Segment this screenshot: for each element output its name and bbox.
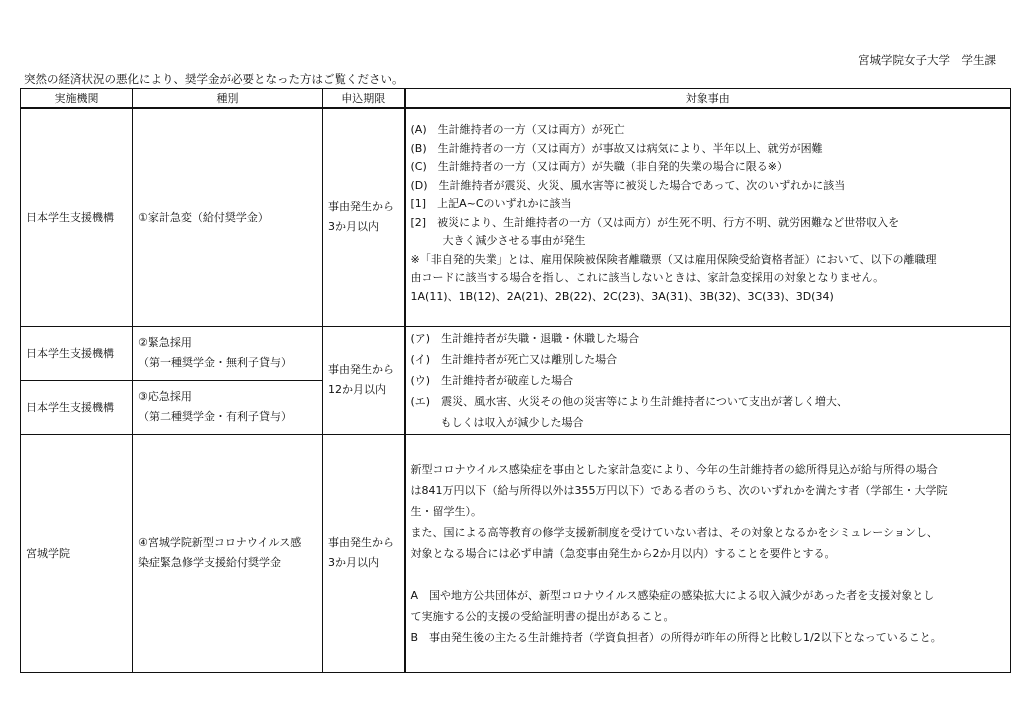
deadline-line: 3か月以内 <box>328 556 379 569</box>
table-row <box>21 434 1011 672</box>
reason-note-line: ※「非自発的失業」とは、雇用保険被保険者離職票（又は雇用保険受給資格者証）において、以下の離職理 <box>410 252 937 266</box>
reasons-cell <box>405 434 1011 672</box>
blank-line <box>411 564 1006 585</box>
reason-line: (エ) 震災、風水害、火災その他の災害等により生計維持者について支出が著しく増大、 <box>410 394 848 408</box>
type-cell <box>133 326 323 380</box>
reason-line: て実施する公的支援の受給証明書の提出があること。 <box>410 609 675 623</box>
reason-line: (イ) 生計維持者が死亡又は離別した場合 <box>410 352 618 366</box>
institution-cell: 日本学生支援機構 <box>21 380 133 434</box>
deadline-cell <box>323 434 405 672</box>
reason-line: (ア) 生計維持者が失職・退職・休職した場合 <box>410 331 640 345</box>
reason-line: (C) 生計維持者の一方（又は両方）が失職（非自発的失業の場合に限る※） <box>410 160 788 173</box>
reasons-cell <box>405 108 1011 326</box>
type-cell: ①家計急変（給付奨学金） <box>133 108 323 326</box>
reason-line: [2] 被災により、生計維持者の一方（又は両方）が生死不明、行方不明、就労困難など世帯収入を <box>410 215 900 229</box>
header-deadline: 申込期限 <box>323 89 405 109</box>
deadline-line: 事由発生から <box>328 536 394 549</box>
reason-line: B 事由発生後の主たる生計維持者（学資負担者）の所得が昨年の所得と比較し1/2以下となっていること。 <box>410 630 942 644</box>
institution-cell: 宮城学院 <box>21 434 133 672</box>
reason-line: A 国や地方公共団体が、新型コロナウイルス感染症の感染拡大による収入減少があった者を支援対象とし <box>410 588 935 602</box>
office-name: 宮城学院女子大学 学生課 <box>858 53 996 67</box>
reason-line: [1] 上記A~Cのいずれかに該当 <box>410 197 572 210</box>
deadline-line: 事由発生から <box>328 363 394 376</box>
reason-line: 対象となる場合には必ず申請（急変事由発生から2か月以内）することを要件とする。 <box>410 546 836 560</box>
reason-line: は841万円以下（給与所得以外は355万円以下）である者のうち、次のいずれかを満たす者（学部生・大学院 <box>410 483 948 497</box>
intro-text: 突然の経済状況の悪化により、奨学金が必要となった方はご覧ください。 <box>24 72 404 86</box>
type-cell <box>133 434 323 672</box>
type-line: ②緊急採用 <box>138 336 192 349</box>
deadline-line: 12か月以内 <box>328 383 386 396</box>
type-line: 染症緊急修学支援給付奨学金 <box>138 556 281 569</box>
reason-line: 大きく減少させる事由が発生 <box>442 234 586 247</box>
reason-line: 生・留学生）。 <box>410 504 482 518</box>
reason-note-line: 由コードに該当する場合を指し、これに該当しないときは、家計急変採用の対象となりません。 <box>410 271 885 284</box>
table-header-row <box>21 89 1011 109</box>
deadline-cell <box>323 108 405 326</box>
deadline-line: 3か月以内 <box>328 220 379 234</box>
type-line: ④宮城学院新型コロナウイルス感 <box>138 536 302 549</box>
header-reasons: 対象事由 <box>405 89 1011 109</box>
institution-cell: 日本学生支援機構 <box>21 108 133 326</box>
reason-line: 新型コロナウイルス感染症を事由とした家計急変により、今年の生計維持者の総所得見込が給与所得の場合 <box>410 462 938 476</box>
table-row <box>21 108 1011 326</box>
institution-cell: 日本学生支援機構 <box>21 326 133 380</box>
header-institution: 実施機関 <box>21 89 133 109</box>
reason-line: (B) 生計維持者の一方（又は両方）が事故又は病気により、半年以上、就労が困難 <box>410 141 823 155</box>
reason-code-line: 1A(11)、1B(12)、2A(21)、2B(22)、2C(23)、3A(31)、3B(32)、3C(33)、3D(34) <box>410 289 834 303</box>
reason-line: (A) 生計維持者の一方（又は両方）が死亡 <box>410 123 625 136</box>
reason-line: また、国による高等教育の修学支援新制度を受けていない者は、その対象となるかをシミュレーションし、 <box>410 525 938 539</box>
reason-line: (ウ) 生計維持者が破産した場合 <box>410 373 574 387</box>
deadline-cell <box>323 326 405 434</box>
table-row <box>21 326 1011 380</box>
deadline-line: 事由発生から <box>328 200 394 214</box>
reason-line: (D) 生計維持者が震災、火災、風水害等に被災した場合であって、次のいずれかに該当 <box>410 178 846 192</box>
type-cell <box>133 380 323 434</box>
reasons-cell <box>405 326 1011 434</box>
type-line: ③応急採用 <box>138 390 192 403</box>
scholarship-table <box>20 88 1011 673</box>
header-type: 種別 <box>133 89 323 109</box>
type-line: （第一種奨学金・無利子貸与） <box>138 356 292 369</box>
type-line: （第二種奨学金・有利子貸与） <box>138 410 292 423</box>
reason-line: もしくは収入が減少した場合 <box>440 415 584 429</box>
